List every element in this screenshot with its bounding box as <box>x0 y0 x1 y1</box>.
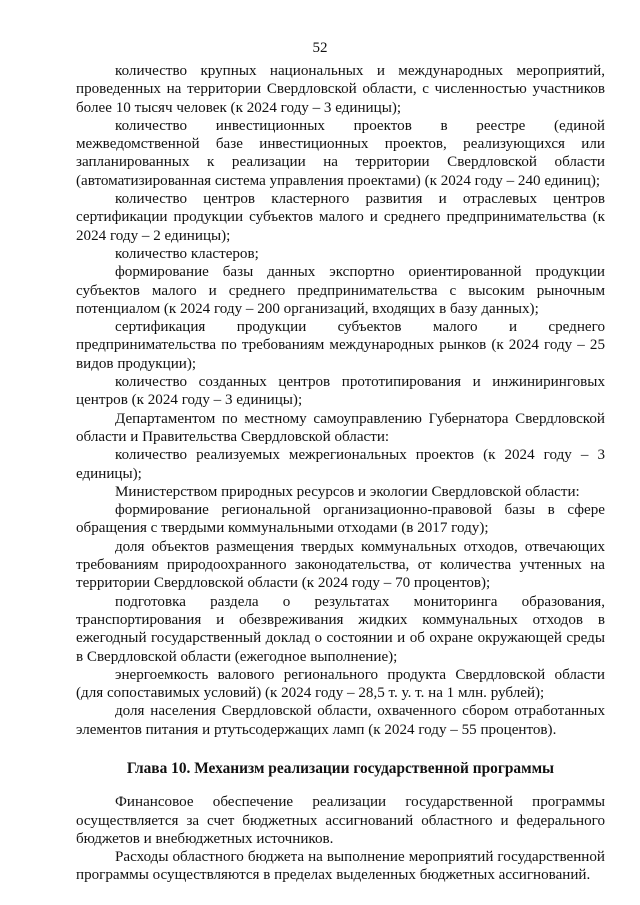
chapter-heading: Глава 10. Механизм реализации государственной программы <box>126 759 555 777</box>
paragraph: количество кластеров; <box>115 245 259 262</box>
paragraph: количество центров кластерного развития и отраслевых центров сертификации продукции субъектов малого и среднего предпринимательства (к 2024 году – 2 единицы); <box>76 191 605 244</box>
page-number: 52 <box>312 40 328 56</box>
paragraph: количество созданных центров прототипирования и инжиниринговых центров (к 2024 году – 3 единицы); <box>76 374 605 409</box>
paragraph: подготовка раздела о результатах мониторинга образования, транспортирования и обезвреживания жидких коммунальных отходов в ежегодный государственный доклад о состоянии и об охране окружающей среды в Свердловской области (ежегодное выполнение); <box>76 593 605 665</box>
paragraph: Министерством природных ресурсов и экологии Свердловской области: <box>115 483 580 500</box>
paragraph: Расходы областного бюджета на выполнение мероприятий государственной программы осуществляются в пределах выделенных бюджетных ассигнований. <box>76 849 605 884</box>
paragraph: количество инвестиционных проектов в реестре (единой межведомственной базе инвестиционных проектов, реализующихся или запланированных к реализации на территории Свердловской области (автоматизированная система управления проектами) (к 2024 году – 240 единиц); <box>76 117 605 189</box>
document-body <box>76 62 605 885</box>
paragraph: доля объектов размещения твердых коммунальных отходов, отвечающих требованиям природоохранного законодательства, от количества учтенных на территории Свердловской области (к 2024 году – 70 процентов); <box>76 538 605 592</box>
paragraph: сертификация продукции субъектов малого и среднего предпринимательства по требованиям международных рынков (к 2024 году – 25 видов продукции); <box>76 319 605 372</box>
paragraph: доля населения Свердловской области, охваченного сбором отработанных элементов питания и ртутьсодержащих ламп (к 2024 году – 55 процентов). <box>76 703 605 738</box>
paragraph: количество реализуемых межрегиональных проектов (к 2024 году – 3 единицы); <box>76 447 605 482</box>
paragraph: энергоемкость валового регионального продукта Свердловской области (для сопоставимых условий) (к 2024 году – 28,5 т. у. т. на 1 млн. рублей); <box>76 666 605 702</box>
paragraph: количество крупных национальных и международных мероприятий, проведенных на территории Свердловской области, с численностью участников более 10 тысяч человек (к 2024 году – 3 единицы); <box>76 63 605 116</box>
paragraph: формирование базы данных экспортно ориентированной продукции субъектов малого и среднего предпринимательства с высоким рыночным потенциалом (к 2024 году – 200 организаций, входящих в базу данных); <box>76 264 605 317</box>
paragraph: Финансовое обеспечение реализации государственной программы осуществляется за счет бюджетных ассигнований областного и федерального бюджетов и внебюджетных источников. <box>76 794 605 847</box>
paragraph: формирование региональной организационно-правовой базы в сфере обращения с твердыми коммунальными отходами (в 2017 году); <box>76 502 605 537</box>
paragraph: Департаментом по местному самоуправлению Губернатора Свердловской области и Правительства Свердловской области: <box>76 410 605 445</box>
